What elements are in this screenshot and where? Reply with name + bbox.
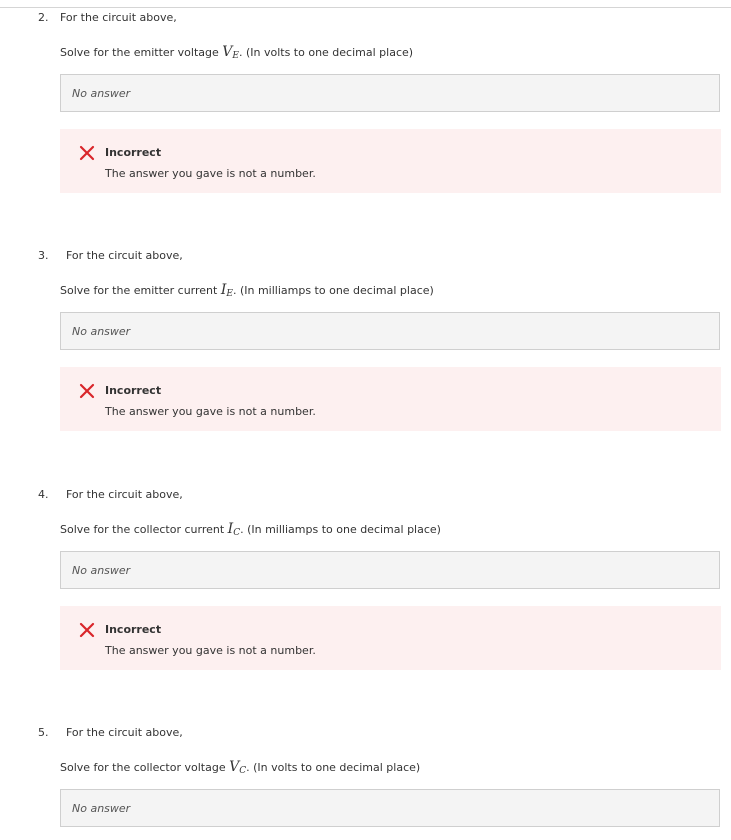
feedback-title: Incorrect — [105, 146, 162, 159]
prompt-text-before: Solve for the collector current — [60, 523, 228, 536]
feedback-title: Incorrect — [105, 384, 162, 397]
feedback-message: The answer you gave is not a number. — [105, 644, 316, 657]
question-number: 3. — [38, 249, 49, 262]
prompt-text-before: Solve for the emitter current — [60, 284, 221, 297]
math-variable: $I_E$ — [220, 282, 233, 299]
feedback-incorrect — [60, 129, 721, 193]
question-intro: For the circuit above, — [66, 726, 183, 739]
x-mark-icon — [79, 622, 95, 638]
question-number: 5. — [38, 726, 49, 739]
answer-field[interactable] — [60, 789, 720, 827]
feedback-incorrect — [60, 367, 721, 431]
prompt-text-after: . (In milliamps to one decimal place) — [240, 523, 441, 536]
answer-value: No answer — [72, 564, 131, 577]
feedback-message: The answer you gave is not a number. — [105, 167, 316, 180]
prompt-text-after: . (In volts to one decimal place) — [238, 46, 414, 59]
top-divider — [0, 7, 731, 8]
question-intro: For the circuit above, — [66, 249, 183, 262]
question-prompt — [60, 281, 434, 300]
prompt-text-after: . (In milliamps to one decimal place) — [232, 284, 434, 297]
question-number: 4. — [38, 488, 49, 501]
x-mark-icon — [79, 383, 95, 399]
question-prompt — [60, 43, 413, 62]
math-variable: $V_C$ — [229, 759, 247, 776]
answer-field[interactable] — [60, 74, 720, 112]
math-variable: $V_E$ — [222, 44, 239, 61]
answer-value: No answer — [72, 87, 131, 100]
feedback-incorrect — [60, 606, 721, 670]
question-prompt — [60, 520, 441, 539]
answer-value: No answer — [72, 325, 131, 338]
prompt-text-after: . (In volts to one decimal place) — [246, 761, 421, 774]
question-intro: For the circuit above, — [60, 11, 177, 24]
x-mark-icon — [79, 145, 95, 161]
feedback-title: Incorrect — [105, 623, 162, 636]
answer-value: No answer — [72, 802, 131, 815]
prompt-text-before: Solve for the emitter voltage — [60, 46, 223, 59]
math-variable: $I_C$ — [227, 521, 241, 538]
answer-field[interactable] — [60, 312, 720, 350]
prompt-text-before: Solve for the collector voltage — [60, 761, 230, 774]
question-intro: For the circuit above, — [66, 488, 183, 501]
answer-field[interactable] — [60, 551, 720, 589]
question-prompt — [60, 758, 420, 777]
feedback-message: The answer you gave is not a number. — [105, 405, 316, 418]
question-number: 2. — [38, 11, 49, 24]
